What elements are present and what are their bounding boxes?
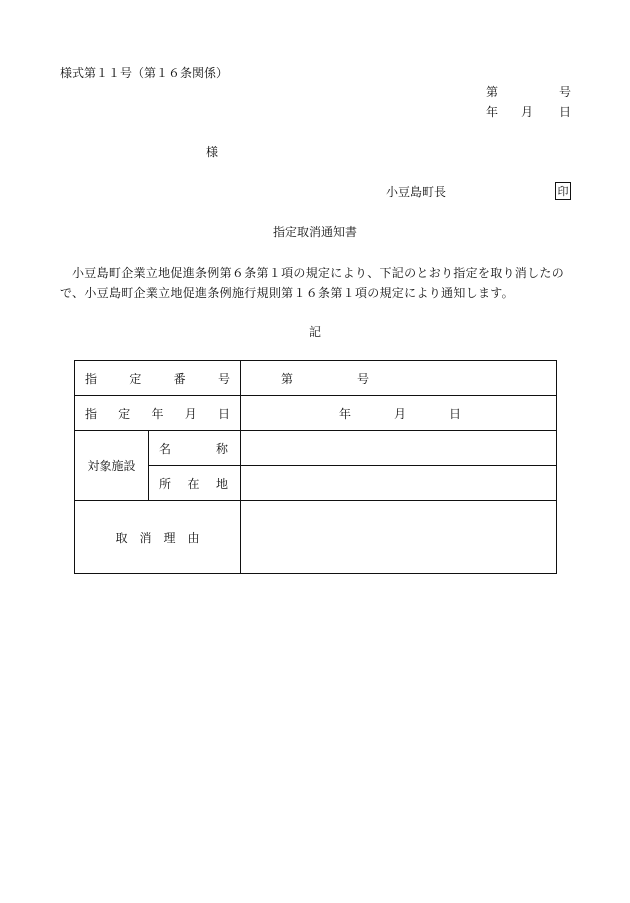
notice-date-month: 月 [521,105,534,119]
designation-date-value[interactable]: 年 月 日 [241,396,557,431]
designation-number-label: 指 定 番 号 [75,361,241,396]
ki-heading: 記 [308,325,321,339]
cancellation-reason-value[interactable] [241,501,557,574]
designation-date-row [75,396,557,431]
facility-name-value[interactable] [241,431,557,466]
facility-name-row [75,431,557,466]
designation-number-value[interactable]: 第 号 [241,361,557,396]
facility-location-label: 所 在 地 [149,466,241,501]
notice-date-day: 日 [559,105,572,119]
sender-name: 小豆島町長 [386,185,447,199]
notice-number-suffix: 号 [559,85,572,99]
facility-location-value[interactable] [241,466,557,501]
cancellation-reason-row [75,501,557,574]
form-number-label: 様式第１１号（第１６条関係） [60,66,229,80]
record-table [74,360,557,574]
document-title: 指定取消通知書 [272,225,357,239]
designation-date-label: 指 定 年 月 日 [75,396,241,431]
notice-body-text: 小豆島町企業立地促進条例第６条第１項の規定により、下記のとおり指定を取り消したので、小豆島町企業立地促進条例施行規則第１６条第１項の規定により通知します。 [60,266,565,300]
notice-date-year: 年 [486,105,499,119]
notice-number-prefix: 第 [486,85,499,99]
cancellation-reason-label: 取 消 理 由 [75,501,241,574]
designation-number-row [75,361,557,396]
seal-mark: 印 [555,182,571,200]
addressee-honorific: 様 [206,145,219,159]
facility-name-label: 名 称 [149,431,241,466]
target-facility-label: 対象施設 [75,431,149,501]
